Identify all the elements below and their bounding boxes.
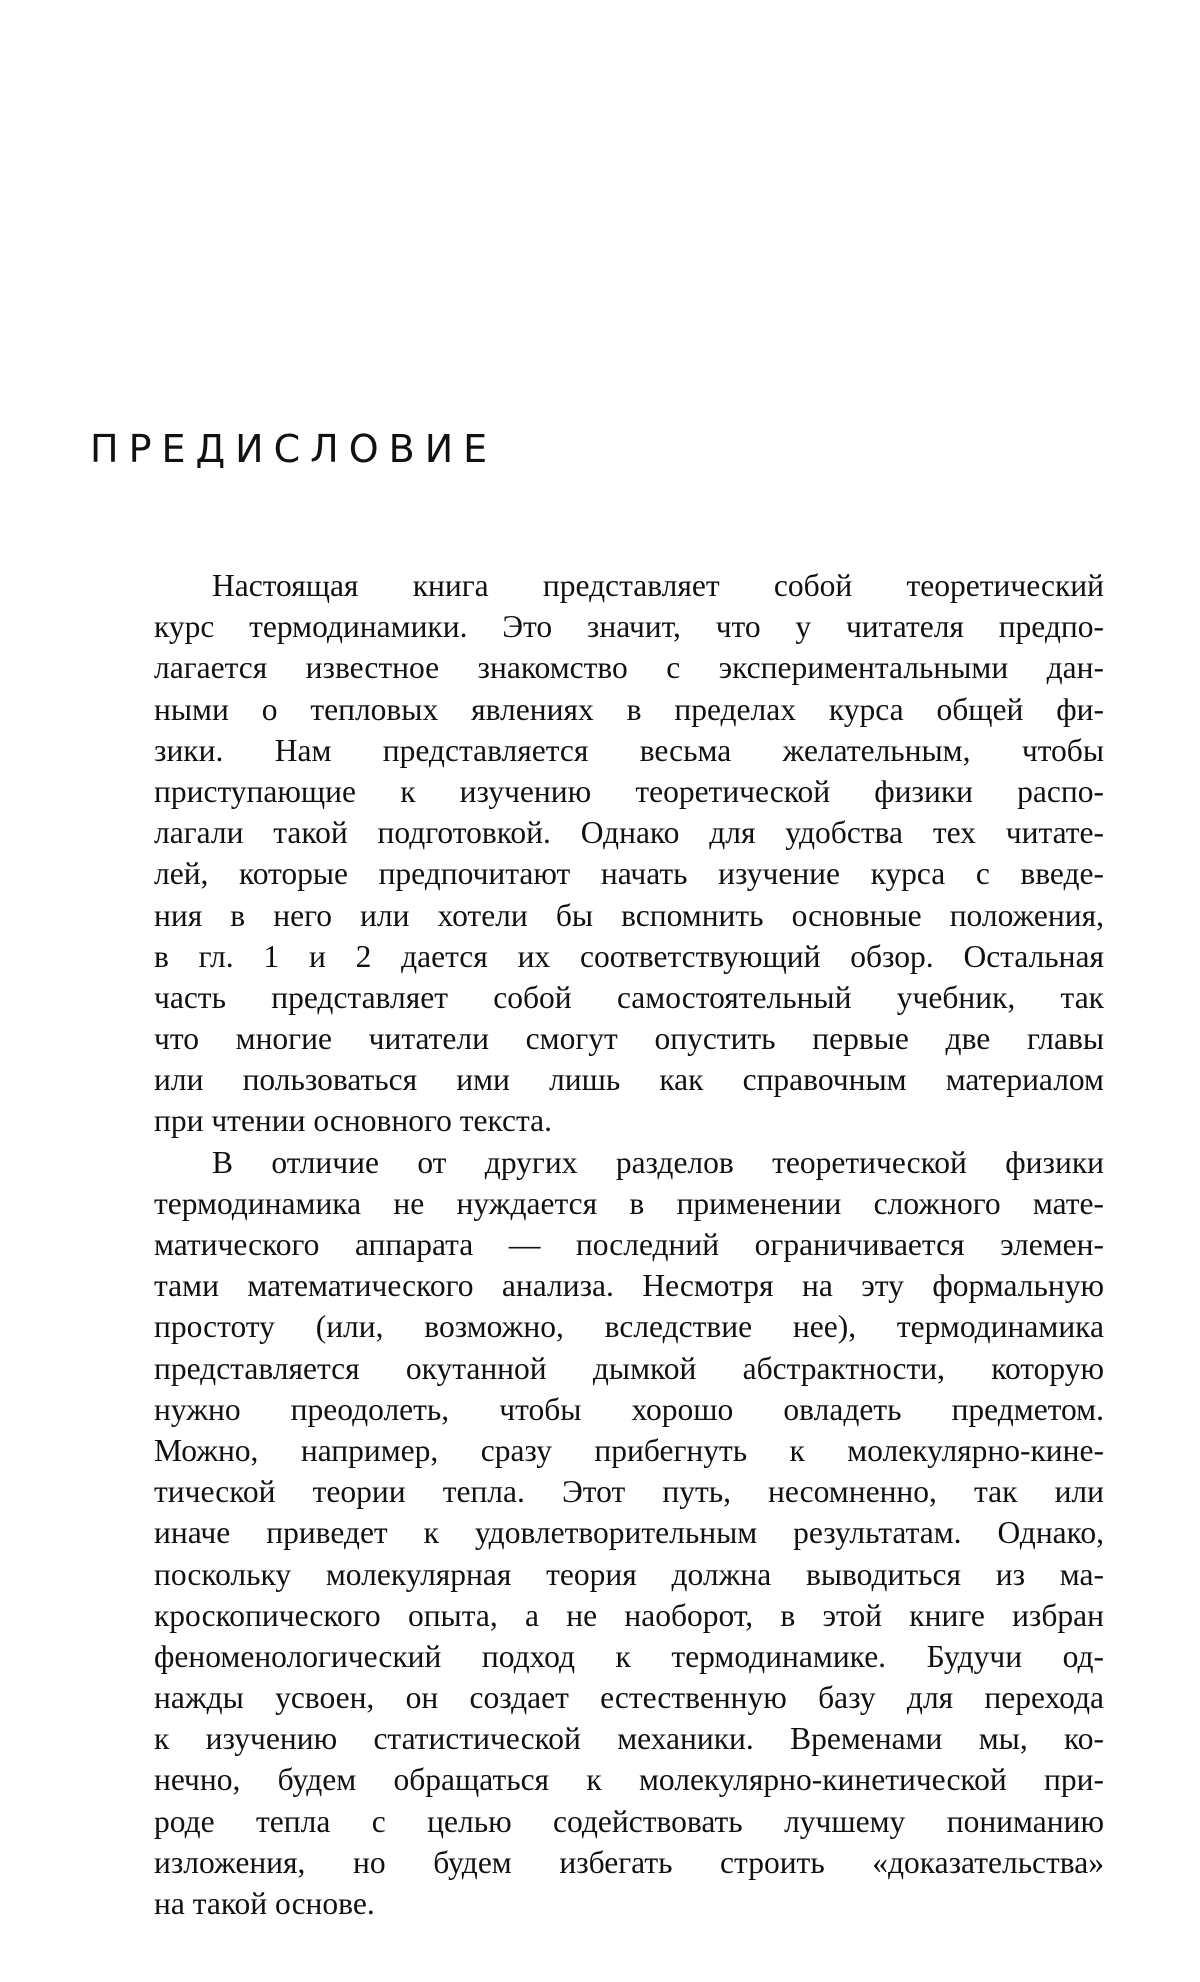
page-title: ПРЕДИСЛОВИЕ [90,427,498,471]
text-line: что многие читатели смогут опустить первые две главы [154,1021,1104,1057]
text-line: Можно, например, сразу прибегнуть к молекулярно-кине- [154,1432,1104,1468]
text-line: термодинамика не нуждается в применении сложного мате- [154,1185,1104,1221]
text-line: тами математического анализа. Несмотря на эту формальную [154,1268,1104,1304]
text-line: иначе приведет к удовлетворительным результатам. Однако, [154,1515,1104,1551]
text-line: лагается известное знакомство с экспериментальными дан- [154,650,1104,686]
text-line: лей, которые предпочитают начать изучение курса с введе- [154,856,1104,892]
text-line: приступающие к изучению теоретической физики распо- [154,773,1104,809]
text-line: ния в него или хотели бы вспомнить основные положения, [154,897,1104,933]
paragraph-2 [96,1142,1104,1925]
text-line: изложения, но будем избегать строить «доказательства» [154,1844,1104,1880]
text-line: нажды усвоен, он создает естественную базу для перехода [154,1680,1104,1716]
text-line: простоту (или, возможно, вследствие нее), термодинамика [154,1309,1104,1345]
text-line: Настоящая книга представляет собой теоретический [212,568,1104,603]
text-line: кроскопического опыта, а не наоборот, в этой книге избран [154,1597,1104,1633]
text-line: в гл. 1 и 2 дается их соответствующий обзор. Остальная [154,938,1104,974]
text-line: нечно, будем обращаться к молекулярно-кинетической при- [154,1762,1104,1798]
text-line: или пользоваться ими лишь как справочным материалом [154,1062,1104,1098]
text-line: зики. Нам представляется весьма желательным, чтобы [154,732,1104,768]
text-line: поскольку молекулярная теория должна выводиться из ма- [154,1556,1104,1592]
preface-body [96,565,1104,1924]
text-line: на такой основе. [154,1886,375,1921]
paragraph-1 [96,565,1104,1142]
text-line: представляется окутанной дымкой абстрактности, которую [154,1350,1104,1386]
text-line: часть представляет собой самостоятельный учебник, так [154,979,1104,1015]
text-line: лагали такой подготовкой. Однако для удобства тех читате- [154,815,1104,851]
text-line: феноменологический подход к термодинамике. Будучи од- [154,1638,1104,1674]
text-line: курс термодинамики. Это значит, что у читателя предпо- [154,609,1104,645]
text-line: роде тепла с целью содействовать лучшему пониманию [154,1803,1104,1839]
text-line: тической теории тепла. Этот путь, несомненно, так или [154,1474,1104,1510]
text-line: при чтении основного текста. [154,1103,552,1139]
text-line: к изучению статистической механики. Временами мы, ко- [154,1721,1104,1757]
text-line: ными о тепловых явлениях в пределах курса общей фи- [154,691,1104,727]
text-line: В отличие от других разделов теоретической физики [212,1144,1104,1180]
text-line: матического аппарата — последний ограничивается элемен- [154,1227,1104,1262]
text-line: нужно преодолеть, чтобы хорошо овладеть предметом. [154,1391,1104,1427]
